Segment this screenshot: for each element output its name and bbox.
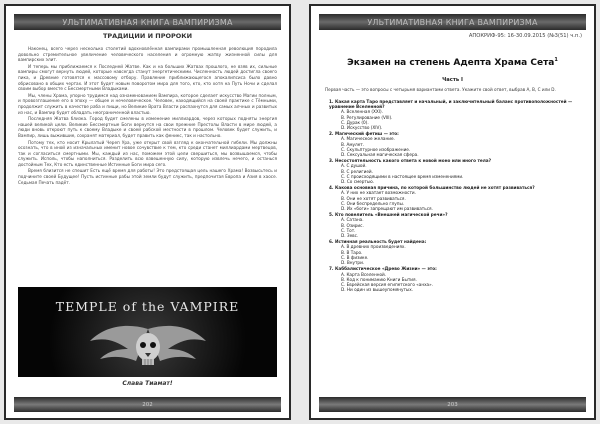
left-page — [4, 4, 291, 420]
answer-option: A. С душой. — [341, 163, 367, 169]
question-text: 7. Каббалистическое «Древо Жизни» — это: — [329, 266, 437, 272]
issue-meta: АПОКРИФ-95: 16-30.09.2015 (№3(51) ч.п.) — [468, 33, 582, 39]
page-number: 203 — [447, 401, 458, 408]
answer-option: B. С религией. — [341, 168, 373, 174]
footnote-marker: 1 — [554, 57, 558, 63]
answer-option: C. Еврейская версия египетского «анха». — [341, 281, 434, 287]
answer-option: A. Сатана. — [341, 217, 364, 223]
answer-option: D. Искусство (XIV). — [341, 125, 383, 131]
answer-option: A. Вселенная (XXI). — [341, 109, 383, 115]
exam-title-text: Экзамен на степень Адепта Храма Сета — [347, 58, 555, 68]
question — [329, 185, 582, 211]
answer-option: C. Дурак (0). — [341, 119, 369, 125]
answer-option: D. Со смертью. — [341, 179, 375, 185]
section-title: ТРАДИЦИИ И ПРОРОКИ — [102, 32, 193, 40]
instructions: Первая часть — это вопросы с четырьмя вариантами ответа. Укажите свой ответ, выбрав A, B, C или D. — [325, 87, 556, 92]
temple-of-the-vampire-image — [18, 287, 277, 377]
question — [329, 266, 582, 292]
answer-option: C. Тот. — [341, 227, 356, 233]
answer-option: A. В древних произведениях. — [341, 244, 406, 250]
answer-option: C. Скульптурное изображение. — [341, 146, 411, 152]
question — [329, 158, 582, 184]
paragraph: Наконец, всего через несколько столетий вдохновлённая вампирами промышленная революция породила довольно стремительное увеличение человеческого населения и огромную жатву жизненной силы для вампирских элит. — [18, 46, 277, 63]
question-text: 5. Кто повелитель «Внешней магической речи»? — [329, 212, 448, 218]
right-header-bar — [319, 14, 586, 30]
paragraph: Потому тех, кто носит Крылатый Череп Ура, уже открыт свой взгляд к окончательной гибели. Мы должны осознать, что в иной из изначальных именит новое сочувствие к тем, кто среди станет миллиардами мертвецов, так и согласиться смертными. Мы, каждый из нас, поможем этой цели свершиться, мы возвышаемся, чтобы служить. Исполь, чтобы наполниться. Разделить всю взвешенную силу, которую извлечь нечего, и останься достойным Тех, Кто есть единственные Истинные Боги мира сего. — [18, 139, 277, 167]
answer-option: B. Они не хотят развиваться. — [341, 195, 406, 201]
answer-option: C. В физике. — [341, 254, 369, 260]
paragraph: Мы, члены Храма, упорно трудимся над ознаменованием Вампира, которое сделает искусство Магии полным, и провозглашение его в эпоху — общее и нечеловеческое. Человек, находящийся на своей практике с Тёмными, продолжит служить в качестве раба и пищи, но Великие Врата Власти распахнутся для самых алчных и развитых из нас, и Вампир будет обладать неограниченной властью. — [18, 92, 277, 115]
answer-option: A. У них не хватает возможности. — [341, 190, 416, 196]
question-text: 4. Какова основная причина, по которой большинство людей не хотят развиваться? — [329, 185, 535, 191]
question-text: 2. Магический фетиш — это: — [329, 131, 399, 137]
right-footer-bar — [319, 397, 586, 412]
question-text: 1. Какая карта Таро представляет и начальный, и заключительный баланс противоположностей — уравнение Вселенной? — [329, 99, 573, 110]
question — [329, 99, 582, 130]
question-text: 6. Истинная реальность будет найдена: — [329, 239, 427, 245]
answer-option: B. Озирис. — [341, 222, 364, 228]
left-body-text — [18, 46, 277, 186]
answer-option: B. Амулет. — [341, 141, 365, 147]
left-header-bar — [14, 14, 281, 30]
answer-option: B. Регулирование (VIII). — [341, 114, 393, 120]
left-footer-bar — [14, 397, 281, 412]
answer-option: B. Код к пониманию Книги Бытия. — [341, 276, 417, 282]
paragraph: Последняя Жатва близка. Город будет смелены в изменение миллиардов, через которых подняты энергия нашей великой цели. Великие Бессмертные Боги вернутся на свои прежние Престолы Власти в мире людей, а люди вновь откроют путь к своему Владыке и своей рабской местности в прошлом. Человек будет служить, и Вампир, лишь выжившие, сохранят материал, будет править как феникс, так и настольно. — [18, 116, 277, 138]
answer-option: D. Их «боги» запрещают им развиваться. — [341, 206, 433, 212]
question — [329, 131, 582, 157]
answer-option: D. Сексуальная магическая сфера. — [341, 152, 419, 158]
answer-option: A. Карта Вселенной. — [341, 271, 387, 277]
answer-option: A. Магическое желание. — [341, 136, 395, 142]
question-text: 3. Несостоятельность какого ответа к новой моно или иного тела? — [329, 158, 492, 164]
paragraph: Время близится не спешит Есть ещё время для работы! Это предстоящая цель нашего Храма! Возвысьтесь и подчините своей Будущее! Пусть истинные рабы этой земли будут служить, предпочитая Европа и Азия в хаосе. Седьмая Печать падёт. — [18, 168, 277, 185]
image-title: TEMPLE of the VAMPIRE — [55, 299, 240, 314]
paragraph: И теперь мы приближаемся к Последней Жатве. Как и на больших Жатвах прошлого, не взяв их, сильные вампиры смогут вернуть людей, которые навсегда станут энергетическими. Численность людей достигла своего пика, и Древние готовятся к массовому отбору. Правление приближающегося апокалипсиса было давно обрисовано в общих чертах. И этот будет новым поворотом мира для того, кто, кто хотя на Путь Ночи и сделал своим выбор вместе с Бессмертными Владыками. — [18, 63, 277, 92]
answer-option: D. Ни один из вышеупомянутых. — [341, 287, 414, 293]
right-header-title: УЛЬТИМАТИВНАЯ КНИГА ВАМПИРИЗМА — [367, 17, 538, 27]
part-title: Часть I — [442, 77, 463, 83]
winged-skull-icon — [88, 319, 208, 375]
page-number: 202 — [142, 401, 153, 408]
question — [329, 239, 582, 265]
right-page — [309, 4, 596, 420]
question — [329, 212, 582, 238]
answer-option: B. В Таро. — [341, 249, 363, 255]
left-header-title: УЛЬТИМАТИВНАЯ КНИГА ВАМПИРИЗМА — [62, 17, 233, 27]
image-caption: Слава Тиамат! — [122, 380, 173, 387]
answer-option: D. Зевс. — [341, 233, 359, 239]
answer-option: C. Они беспредельно глупы. — [341, 200, 405, 206]
answer-option: C. С происходящими в настоящее время изменениями. — [341, 173, 464, 179]
answer-option: D. Внутри. — [341, 260, 365, 266]
question-list — [329, 99, 582, 293]
exam-title — [311, 57, 594, 68]
